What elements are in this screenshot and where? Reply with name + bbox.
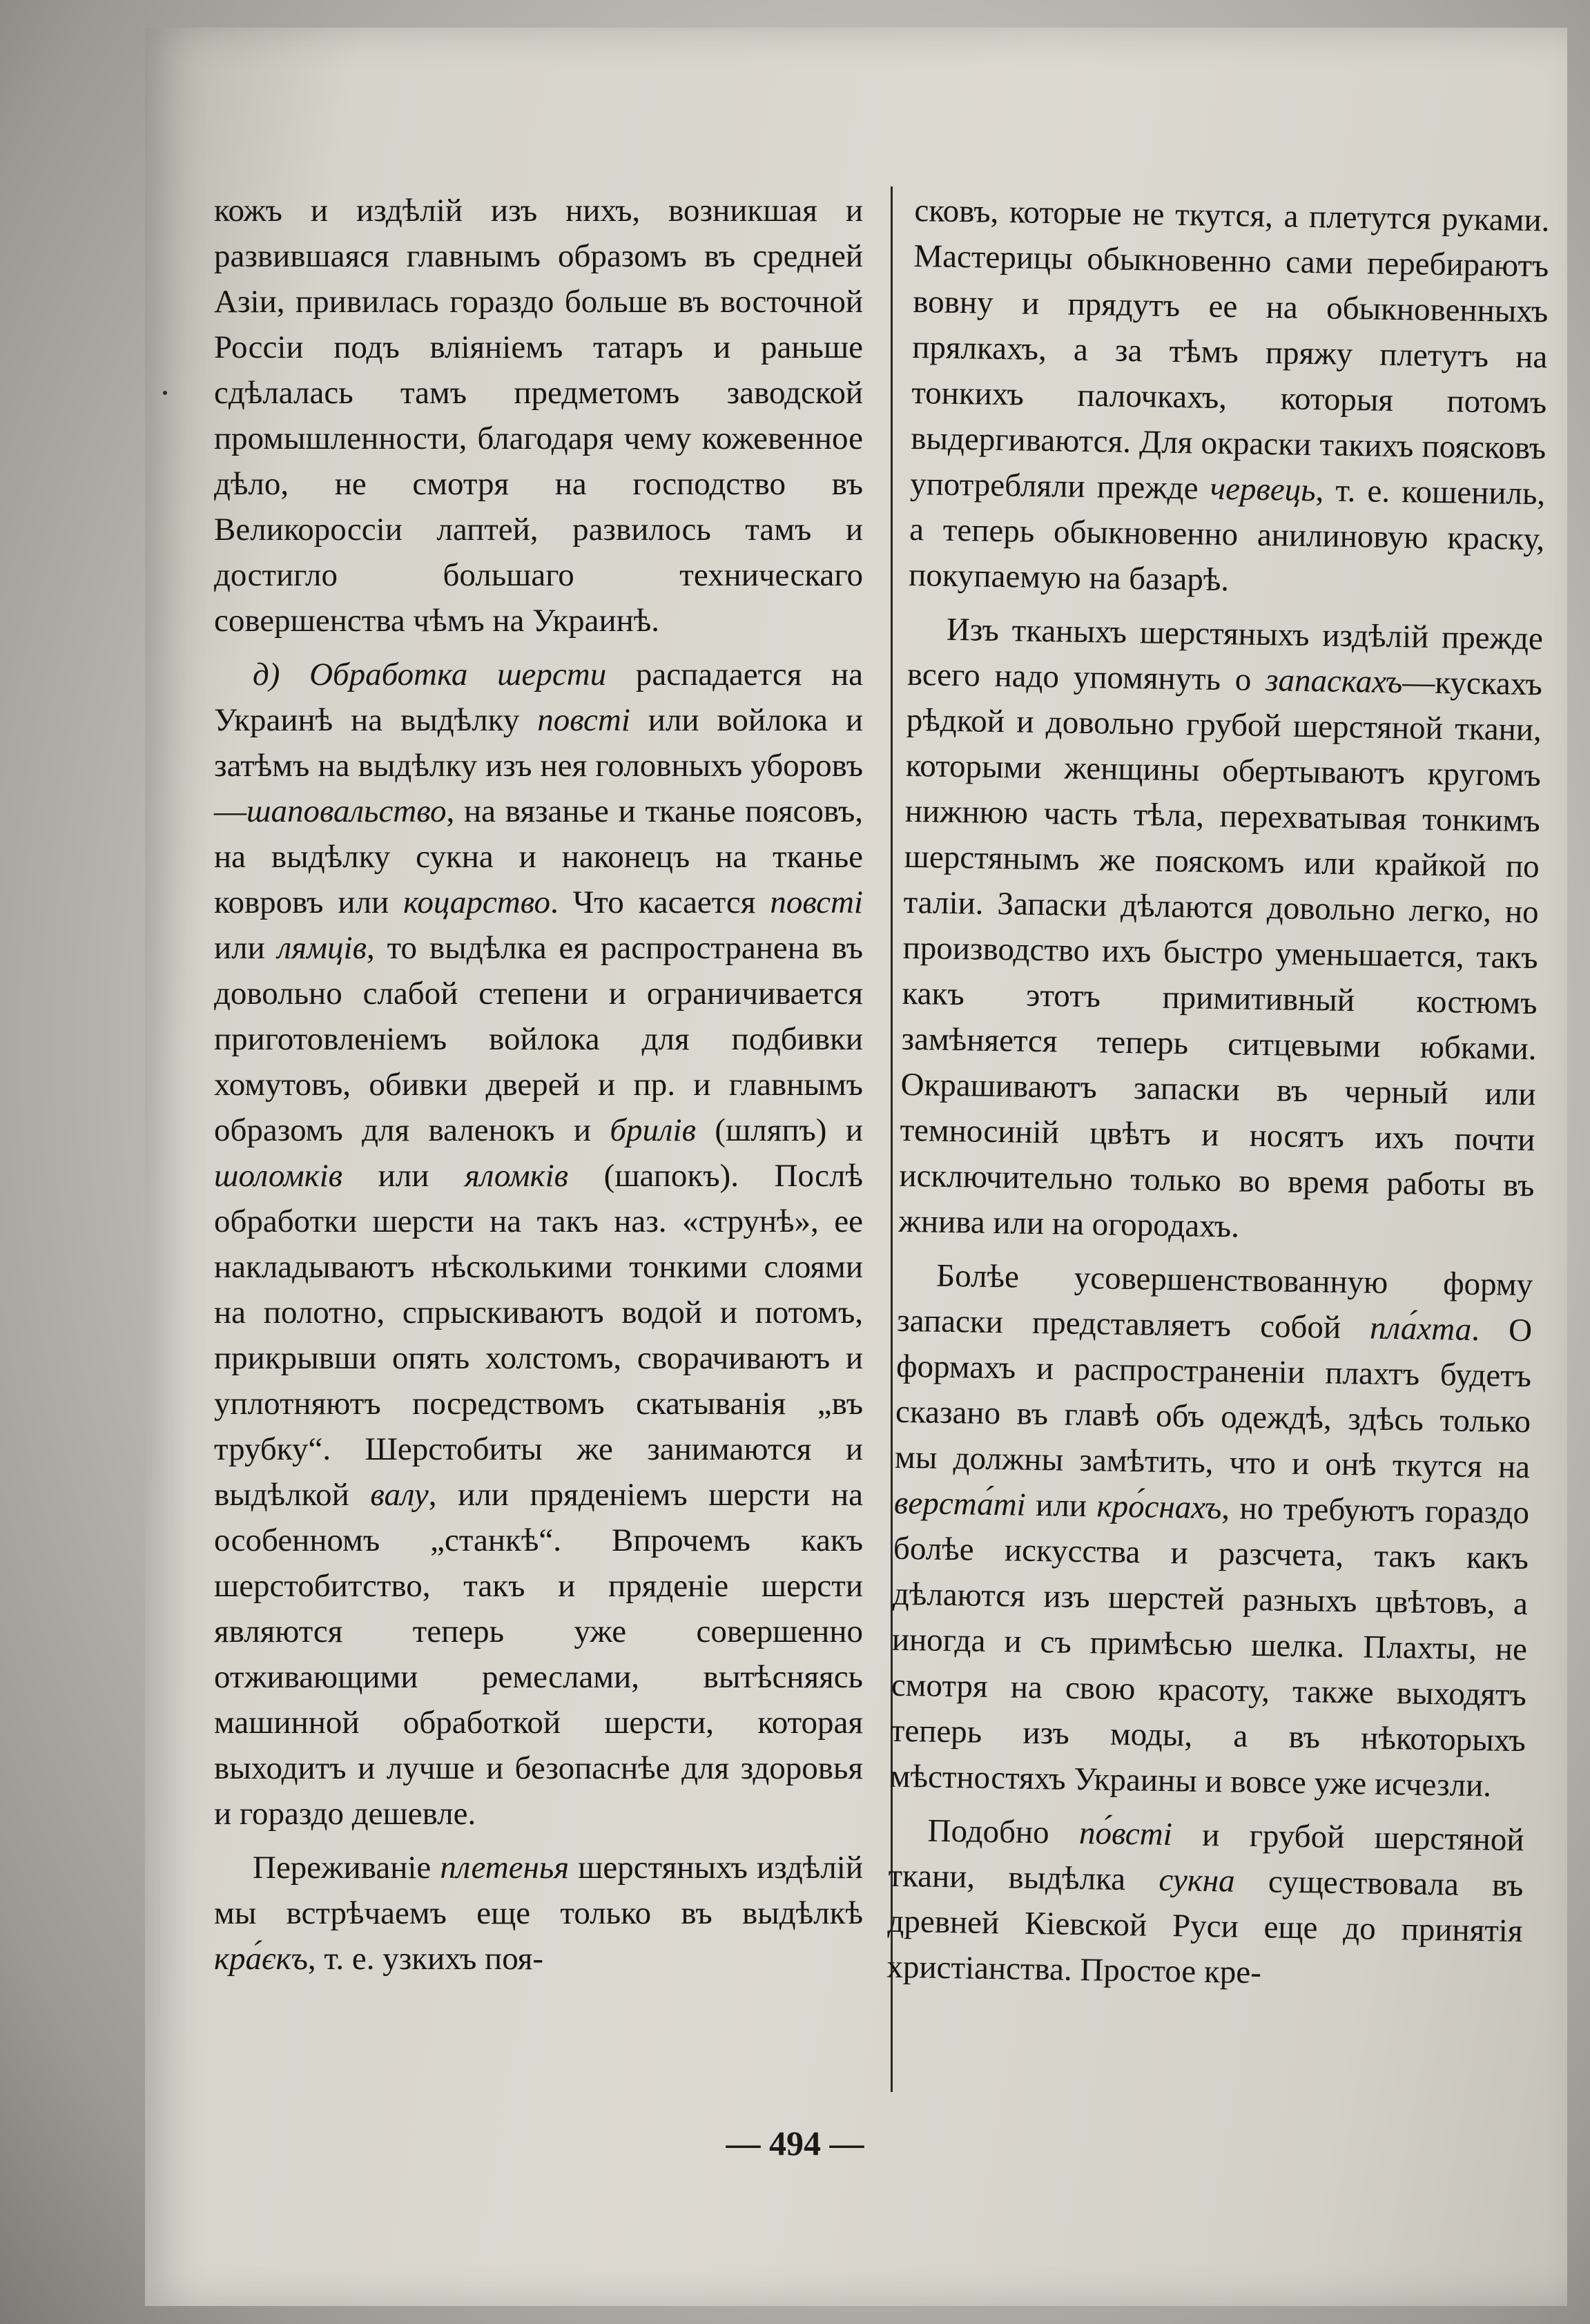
right-paragraph-2 [898,606,1543,1254]
italic-term: плетенья [440,1850,570,1886]
italic-term: по́всті [1078,1815,1173,1853]
text-run: или [214,930,278,966]
italic-term: брилів [610,1112,697,1148]
section-heading-wool: д) Обработка шерсти [253,657,607,693]
page-number: — 494 — [726,2124,864,2162]
text-run: , но требуютъ гораздо болѣе искусства и разсчета, такъ какъ дѣлаются изъ шерстей разныхъ цвѣтовъ, а иногда и съ примѣсью шелка. Плахты, не смотря на свою красоту, также выходятъ теперь изъ моды, а въ нѣкоторыхъ мѣстностяхъ Украины и вовсе уже исчезли. [889,1490,1530,1804]
italic-term: шаповальство [246,793,447,829]
text-run: шерстяныхъ издѣлій мы встрѣчаемъ еще только въ выдѣлкѣ [214,1850,863,1931]
text-run: и грубой шерстяной ткани, выдѣлка [888,1817,1524,1898]
text-run: Изъ тканыхъ шерстяныхъ издѣлій прежде всего надо упомянуть о [907,611,1544,699]
text-run: Болѣе усовершенствованную форму запаски представляетъ собой [896,1257,1533,1346]
text-run: (шляпъ) и [696,1112,863,1148]
left-paragraph-1: кожъ и издѣлій изъ нихъ, возникшая и развившаяся главнымъ образомъ въ средней Азіи, привилась гораздо больше въ восточной Россіи подъ вліяніемъ татаръ и раньше сдѣлалась тамъ предметомъ заводской промышленности, благодаря чему кожевенное дѣло, не смотря на господство въ Великороссіи лаптей, развилось тамъ и достигло большаго техническаго совершенства чѣмъ на Украинѣ. [214,193,863,639]
left-text-column [214,188,863,1982]
left-paragraph-2 [214,652,863,1837]
italic-term: повсті [770,884,863,920]
text-run: , или пряденіемъ шерсти на особенномъ „станкѣ“. Впрочемъ какъ шерстобитство, такъ и пряденіе шерсти являются теперь уже совершенно отживающими ремеслами, вытѣсняясь машинной обработкой шерсти, которая выходитъ и лучше и безопаснѣе для здоровья и гораздо дешевле. [214,1477,863,1832]
text-run: или [342,1158,465,1194]
italic-term: пла́хта [1369,1310,1472,1348]
text-run: существовала въ древней Кіевской Руси еще до принятія христіанства. Простое кре- [886,1863,1524,1991]
text-run: Подобно [927,1812,1080,1852]
italic-term: червець [1210,470,1317,509]
text-run: Переживаніе [253,1850,440,1886]
text-run: . О формахъ и распространеніи плахтъ будетъ сказано въ главѣ объ одеждѣ, здѣсь только мы должны замѣтить, что и онѣ ткутся на [894,1311,1533,1486]
text-run: , т. е. кошениль, а теперь обыкновенно анилиновую краску, покупаемую на базарѣ. [908,472,1546,599]
text-run: (шапокъ). Послѣ обработки шерсти на такъ наз. «струнѣ», ее накладываютъ нѣсколькими тонкими слоями на полотно, спрыскиваютъ водой и потомъ, прикрывши опять холстомъ, сворачиваютъ и уплотняютъ посредствомъ скатыванія „въ трубку“. Шерстобиты же занимаются и выдѣлкой [214,1158,863,1513]
right-paragraph-1 [909,188,1550,608]
text-run: распадается на Украинѣ на выдѣлку [214,657,863,738]
text-run: , то выдѣлка ея распространена въ довольно слабой степени и ограничивается приготовленіемъ войлока для подбивки хомутовъ, обивки дверей и пр. и главнымъ образомъ для валенокъ и [214,930,863,1148]
left-paragraph-3 [214,1845,863,1982]
right-paragraph-4 [886,1808,1524,1999]
italic-term: лямців [277,930,367,966]
text-run: . Что касается [550,884,770,920]
text-run: , на вязанье и тканье поясовъ, на выдѣлку сукна и наконецъ на тканье ковровъ или [214,793,863,920]
italic-term: кро́снахъ [1096,1488,1222,1527]
margin-speck [163,391,167,395]
text-run: или войлока и затѣмъ на выдѣлку изъ нея головныхъ уборовъ— [214,702,863,829]
italic-term: запаскахъ [1265,662,1403,701]
italic-term: яломків [465,1158,569,1194]
text-run: , т. е. узкихъ поя- [307,1941,544,1977]
text-run: сковъ, которые не ткутся, а плетутся руками. Мастерицы обыкновенно сами перебираютъ вовну и прядутъ ее на обыкновенныхъ прялкахъ, а за тѣмъ пряжу плетутъ на тонкихъ палочкахъ, которыя потомъ выдергиваются. Для окраски такихъ поясковъ употребляли прежде [909,192,1550,507]
italic-term: коцарство [403,884,551,920]
italic-term: сукна [1158,1861,1236,1899]
right-paragraph-3 [889,1252,1533,1809]
italic-term: шоломків [214,1158,343,1194]
italic-term: верста́ті [893,1484,1027,1523]
italic-term: повсті [537,702,630,738]
text-run: —кускахъ рѣдкой и довольно грубой шерстяной ткани, которыми женщины обертываютъ кругомъ нижнюю часть тѣла, перехватывая тонкимъ шерстянымъ же пояскомъ или крайкой по таліи. Запаски дѣлаются довольно легко, но производство ихъ быстро уменьшается, такъ какъ этотъ примитивный костюмъ замѣняется теперь ситцевыми юбками. Окрашиваютъ запаски въ черный или темносиній цвѣтъ и носятъ ихъ почти исключительно только во время работы въ жнива или на огородахъ. [898,664,1543,1245]
text-run: или [1025,1487,1098,1524]
italic-term: валу [370,1477,429,1513]
right-text-column [886,188,1550,1999]
italic-term: кра́єкъ [214,1941,308,1977]
